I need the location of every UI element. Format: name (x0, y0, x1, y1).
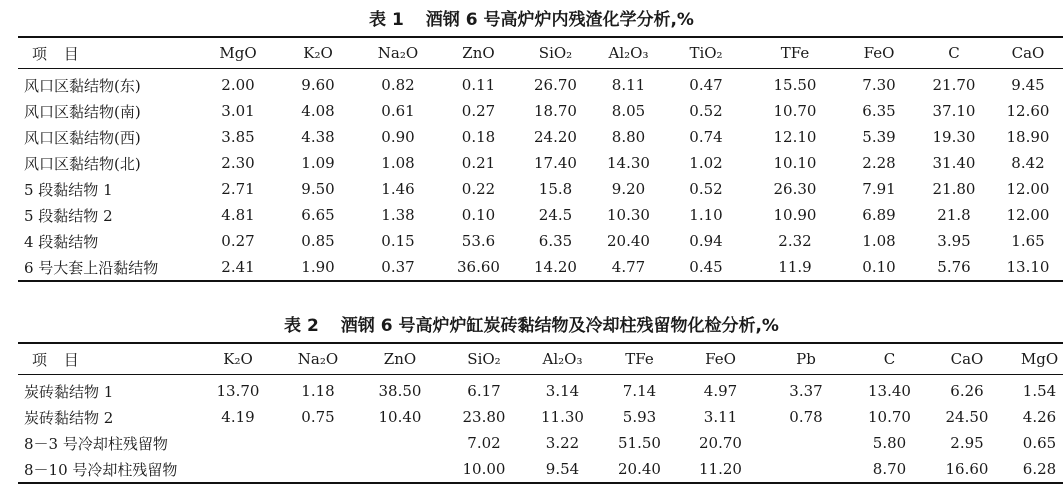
table-cell: 11.9 (747, 254, 843, 281)
table-cell: 0.85 (301, 232, 335, 250)
table-cell: 6.65 (301, 206, 335, 224)
table-cell: 1.08 (381, 154, 415, 172)
table-cell: 14.20 (519, 254, 592, 281)
table-cell: 31.40 (932, 154, 976, 172)
table-cell: 4.08 (301, 102, 335, 120)
table-cell: 10.70 (773, 102, 817, 120)
table-cell: 24.20 (534, 128, 577, 146)
table-cell: 6.17 (467, 382, 501, 400)
table-row (18, 254, 1063, 281)
table-cell: 9.50 (301, 180, 335, 198)
table-cell: 0.61 (381, 102, 415, 120)
table-cell: 2.00 (221, 76, 255, 94)
table-cell: 7.30 (862, 76, 896, 94)
table-cell: 3.37 (789, 382, 823, 400)
table-cell: 0.18 (461, 128, 496, 146)
table-cell: 2.28 (862, 154, 896, 172)
table-row (18, 430, 1063, 456)
table-cell (278, 456, 358, 483)
table-cell: 8.70 (851, 456, 928, 483)
table-cell: 15.50 (773, 76, 817, 94)
table-cell: 0.22 (461, 180, 496, 198)
table-cell: 0.52 (689, 102, 723, 120)
table-cell: 8.05 (611, 102, 646, 120)
table-cell: 2.71 (221, 180, 255, 198)
table-cell: 3.11 (703, 408, 738, 426)
table-cell: 0.94 (689, 232, 723, 250)
row-label: 风口区黏结物(北) (24, 154, 141, 173)
table-cell (761, 430, 851, 456)
table-row (18, 202, 1063, 228)
table-cell (358, 430, 442, 456)
table-cell: 0.82 (381, 76, 415, 94)
column-header: ZnO (438, 37, 519, 69)
row-label: 8－3 号冷却柱残留物 (24, 434, 168, 453)
table-cell: 0.74 (689, 128, 723, 146)
column-header: C (851, 343, 928, 375)
table-cell: 10.90 (773, 206, 817, 224)
table-cell: 1.65 (1011, 232, 1045, 250)
table-cell (761, 456, 851, 483)
table-cell: 9.20 (611, 180, 646, 198)
table-cell: 53.6 (461, 232, 496, 250)
column-header: Na₂O (278, 343, 358, 375)
column-header: ZnO (358, 343, 442, 375)
row-label: 4 段黏结物 (24, 232, 99, 251)
column-header: CaO (928, 343, 1006, 375)
column-header: C (915, 37, 993, 69)
column-header: Na₂O (358, 37, 438, 69)
table-cell: 0.47 (689, 76, 723, 94)
table-cell: 3.85 (221, 128, 255, 146)
table-cell: 0.78 (789, 408, 823, 426)
table-cell: 20.40 (607, 232, 650, 250)
table1-caption-number: 表 1 (369, 10, 404, 30)
table-cell: 21.70 (932, 76, 976, 94)
table-cell: 6.35 (538, 232, 573, 250)
table-cell: 11.20 (680, 456, 761, 483)
table2-caption-text: 酒钢 6 号高炉炉缸炭砖黏结物及冷却柱残留物化检分析,% (340, 316, 779, 336)
table1-body (18, 69, 1063, 282)
table-cell: 37.10 (932, 102, 976, 120)
table1-caption (0, 5, 1063, 30)
table-cell: 13.70 (216, 382, 260, 400)
table-cell: 4.38 (301, 128, 335, 146)
row-label: 6 号大套上沿黏结物 (18, 254, 198, 281)
table-cell: 5.93 (622, 408, 657, 426)
table-cell: 24.5 (538, 206, 573, 224)
column-header: K₂O (198, 343, 278, 375)
table-row (18, 69, 1063, 99)
table-cell: 0.75 (301, 408, 335, 426)
column-header: TFe (747, 37, 843, 69)
table-cell: 2.41 (198, 254, 278, 281)
column-header: SiO₂ (442, 343, 526, 375)
table-cell: 18.70 (534, 102, 577, 120)
table-cell: 3.95 (937, 232, 971, 250)
table-cell: 1.90 (278, 254, 358, 281)
table-cell: 6.35 (862, 102, 896, 120)
table-cell: 0.10 (461, 206, 496, 224)
row-label: 炭砖黏结物 1 (24, 382, 114, 401)
table-cell: 12.00 (1006, 180, 1050, 198)
table-cell: 5.80 (872, 434, 907, 452)
table-cell: 20.40 (599, 456, 680, 483)
column-header: Al₂O₃ (526, 343, 599, 375)
column-header: FeO (680, 343, 761, 375)
table-cell: 13.40 (868, 382, 911, 400)
column-header-item: 项 目 (18, 37, 198, 69)
row-label: 炭砖黏结物 2 (24, 408, 114, 427)
column-header: SiO₂ (519, 37, 592, 69)
table-cell: 7.14 (622, 382, 657, 400)
column-header: TiO₂ (665, 37, 747, 69)
table-cell: 9.45 (1011, 76, 1045, 94)
table-row (18, 375, 1063, 405)
table-cell: 12.10 (773, 128, 817, 146)
table-row (18, 456, 1063, 483)
table-cell: 4.19 (221, 408, 255, 426)
table-cell: 14.30 (607, 154, 650, 172)
table-cell: 21.8 (937, 206, 971, 224)
table2-caption (0, 311, 1063, 336)
table-cell (358, 456, 442, 483)
table-cell: 0.65 (1022, 434, 1057, 452)
table-cell: 0.27 (461, 102, 496, 120)
table-cell: 6.26 (950, 382, 984, 400)
table-row (18, 404, 1063, 430)
table-cell: 18.90 (1006, 128, 1050, 146)
table-cell: 12.60 (1006, 102, 1050, 120)
table-cell (198, 456, 278, 483)
table-cell: 3.22 (545, 434, 580, 452)
table-cell (198, 430, 278, 456)
table-cell: 4.81 (221, 206, 255, 224)
column-header-item: 项 目 (18, 343, 198, 375)
table-cell: 20.70 (699, 434, 742, 452)
column-header: Al₂O₃ (592, 37, 665, 69)
row-label: 风口区黏结物(东) (24, 76, 141, 95)
row-label: 8－10 号冷却柱残留物 (18, 456, 198, 483)
table-cell: 4.97 (703, 382, 738, 400)
table1-caption-text: 酒钢 6 号高炉炉内残渣化学分析,% (425, 10, 694, 30)
table2-header-row (18, 343, 1063, 375)
column-header: K₂O (278, 37, 358, 69)
table2 (18, 342, 1063, 484)
table-cell: 5.76 (915, 254, 993, 281)
table-cell: 1.10 (689, 206, 723, 224)
table-cell: 10.70 (868, 408, 911, 426)
column-header: CaO (993, 37, 1063, 69)
table-row (18, 228, 1063, 254)
table-cell: 11.30 (541, 408, 584, 426)
row-label: 5 段黏结物 1 (24, 180, 113, 199)
table-cell: 19.30 (932, 128, 976, 146)
table-cell: 10.30 (607, 206, 650, 224)
column-header: FeO (843, 37, 915, 69)
table-cell: 21.80 (932, 180, 976, 198)
table-cell: 0.27 (221, 232, 255, 250)
column-header: MgO (1006, 343, 1063, 375)
table-row (18, 124, 1063, 150)
table-cell: 12.00 (1006, 206, 1050, 224)
table-cell: 0.52 (689, 180, 723, 198)
table2-body (18, 375, 1063, 484)
table-cell: 1.02 (689, 154, 723, 172)
table-cell: 2.32 (778, 232, 812, 250)
table-cell: 23.80 (462, 408, 506, 426)
table-cell: 36.60 (438, 254, 519, 281)
table-cell: 15.8 (538, 180, 573, 198)
table-cell: 10.40 (378, 408, 422, 426)
table-row (18, 150, 1063, 176)
table-row (18, 176, 1063, 202)
table-cell: 8.11 (611, 76, 646, 94)
table-cell: 0.37 (358, 254, 438, 281)
table-cell: 8.80 (611, 128, 646, 146)
table-cell: 1.38 (381, 206, 415, 224)
table-row (18, 98, 1063, 124)
table-cell: 0.21 (461, 154, 496, 172)
table-cell: 1.09 (301, 154, 335, 172)
table-cell: 24.50 (945, 408, 989, 426)
table-cell: 26.70 (534, 76, 577, 94)
row-label: 风口区黏结物(西) (24, 128, 141, 147)
table-cell: 6.89 (862, 206, 896, 224)
table-cell: 26.30 (773, 180, 817, 198)
table-cell: 38.50 (378, 382, 422, 400)
table-cell: 9.54 (526, 456, 599, 483)
table2-caption-number: 表 2 (284, 316, 319, 336)
column-header: TFe (599, 343, 680, 375)
table-cell: 1.18 (301, 382, 335, 400)
table-cell: 17.40 (534, 154, 577, 172)
table-cell: 4.77 (592, 254, 665, 281)
table-cell: 3.14 (545, 382, 580, 400)
row-label: 风口区黏结物(南) (24, 102, 141, 121)
table-cell: 1.54 (1022, 382, 1057, 400)
column-header: MgO (198, 37, 278, 69)
table-cell: 0.90 (381, 128, 415, 146)
table-cell: 8.42 (1011, 154, 1045, 172)
table-cell: 9.60 (301, 76, 335, 94)
table-cell: 16.60 (928, 456, 1006, 483)
table-cell: 5.39 (862, 128, 896, 146)
table-cell (278, 430, 358, 456)
table-cell: 2.30 (221, 154, 255, 172)
table-cell: 13.10 (993, 254, 1063, 281)
table-cell: 0.45 (665, 254, 747, 281)
table-cell: 10.10 (773, 154, 817, 172)
table1 (18, 36, 1063, 282)
table-cell: 7.91 (862, 180, 896, 198)
table-cell: 51.50 (618, 434, 661, 452)
row-label: 5 段黏结物 2 (24, 206, 113, 225)
table-cell: 7.02 (467, 434, 501, 452)
table-cell: 2.95 (950, 434, 984, 452)
table-cell: 6.28 (1006, 456, 1063, 483)
table1-header-row (18, 37, 1063, 69)
table-cell: 3.01 (221, 102, 255, 120)
table-cell: 1.08 (862, 232, 896, 250)
table-cell: 0.15 (381, 232, 415, 250)
table-cell: 10.00 (442, 456, 526, 483)
table-cell: 0.11 (461, 76, 496, 94)
table-cell: 4.26 (1022, 408, 1057, 426)
column-header: Pb (761, 343, 851, 375)
table-cell: 1.46 (381, 180, 415, 198)
table-cell: 0.10 (843, 254, 915, 281)
